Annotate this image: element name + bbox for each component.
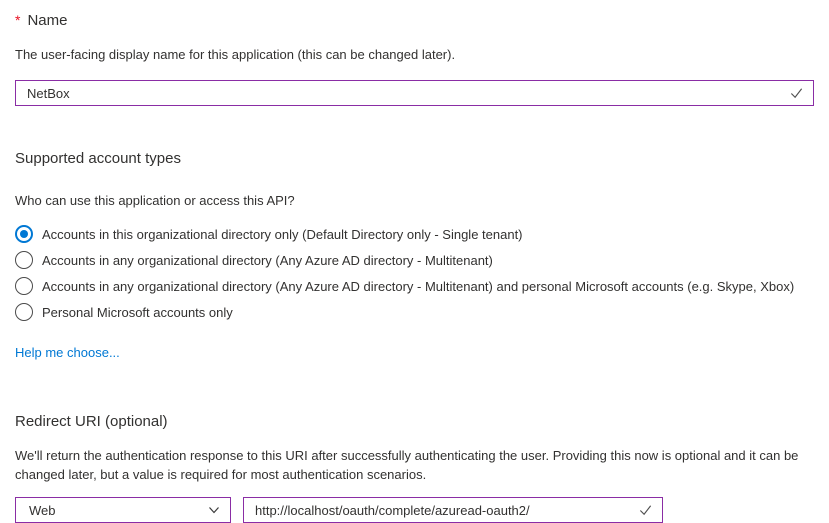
radio-option-personal-only[interactable] <box>15 299 814 325</box>
name-description: The user-facing display name for this application (this can be changed later). <box>15 47 456 62</box>
account-types-title: Supported account types <box>15 150 181 167</box>
radio-option-label: Accounts in any organizational directory (Any Azure AD directory - Multitenant) <box>42 252 493 268</box>
radio-button-icon[interactable] <box>15 225 33 243</box>
required-asterisk: * <box>15 12 21 28</box>
radio-option-label: Accounts in any organizational directory (Any Azure AD directory - Multitenant) and personal Microsoft accounts (e.g. Skype, Xbox) <box>42 278 795 294</box>
name-field-container <box>15 80 814 106</box>
redirect-uri-field-container <box>243 497 663 523</box>
redirect-uri-title: Redirect URI (optional) <box>15 413 168 430</box>
radio-button-icon[interactable] <box>15 277 33 295</box>
redirect-uri-row <box>15 497 814 523</box>
radio-option-multitenant[interactable] <box>15 247 814 273</box>
radio-option-label: Personal Microsoft accounts only <box>42 304 233 320</box>
radio-option-label: Accounts in this organizational directory only (Default Directory only - Single tenant) <box>42 226 523 242</box>
radio-button-icon[interactable] <box>15 251 33 269</box>
account-types-question: Who can use this application or access this API? <box>15 193 295 208</box>
chevron-down-icon <box>207 503 221 517</box>
redirect-uri-description: We'll return the authentication response to this URI after successfully authenticating the user. Providing this now is optional and it can be changed later, but a value is required for most authentication scenarios. <box>15 448 799 482</box>
redirect-uri-input[interactable] <box>244 498 662 522</box>
checkmark-icon <box>638 503 653 518</box>
radio-option-single-tenant[interactable] <box>15 221 814 247</box>
redirect-uri-section <box>15 412 814 523</box>
name-title-text: Name <box>27 12 68 29</box>
platform-select-value: Web <box>29 502 56 518</box>
name-section-title <box>15 10 814 31</box>
account-types-radio-group <box>15 221 814 325</box>
radio-button-icon[interactable] <box>15 303 33 321</box>
help-me-choose-link[interactable]: Help me choose... <box>15 345 120 360</box>
platform-select[interactable] <box>15 497 231 523</box>
account-types-section <box>15 149 814 362</box>
radio-option-multitenant-personal[interactable] <box>15 273 814 299</box>
checkmark-icon <box>789 86 804 101</box>
name-input[interactable] <box>16 81 813 105</box>
